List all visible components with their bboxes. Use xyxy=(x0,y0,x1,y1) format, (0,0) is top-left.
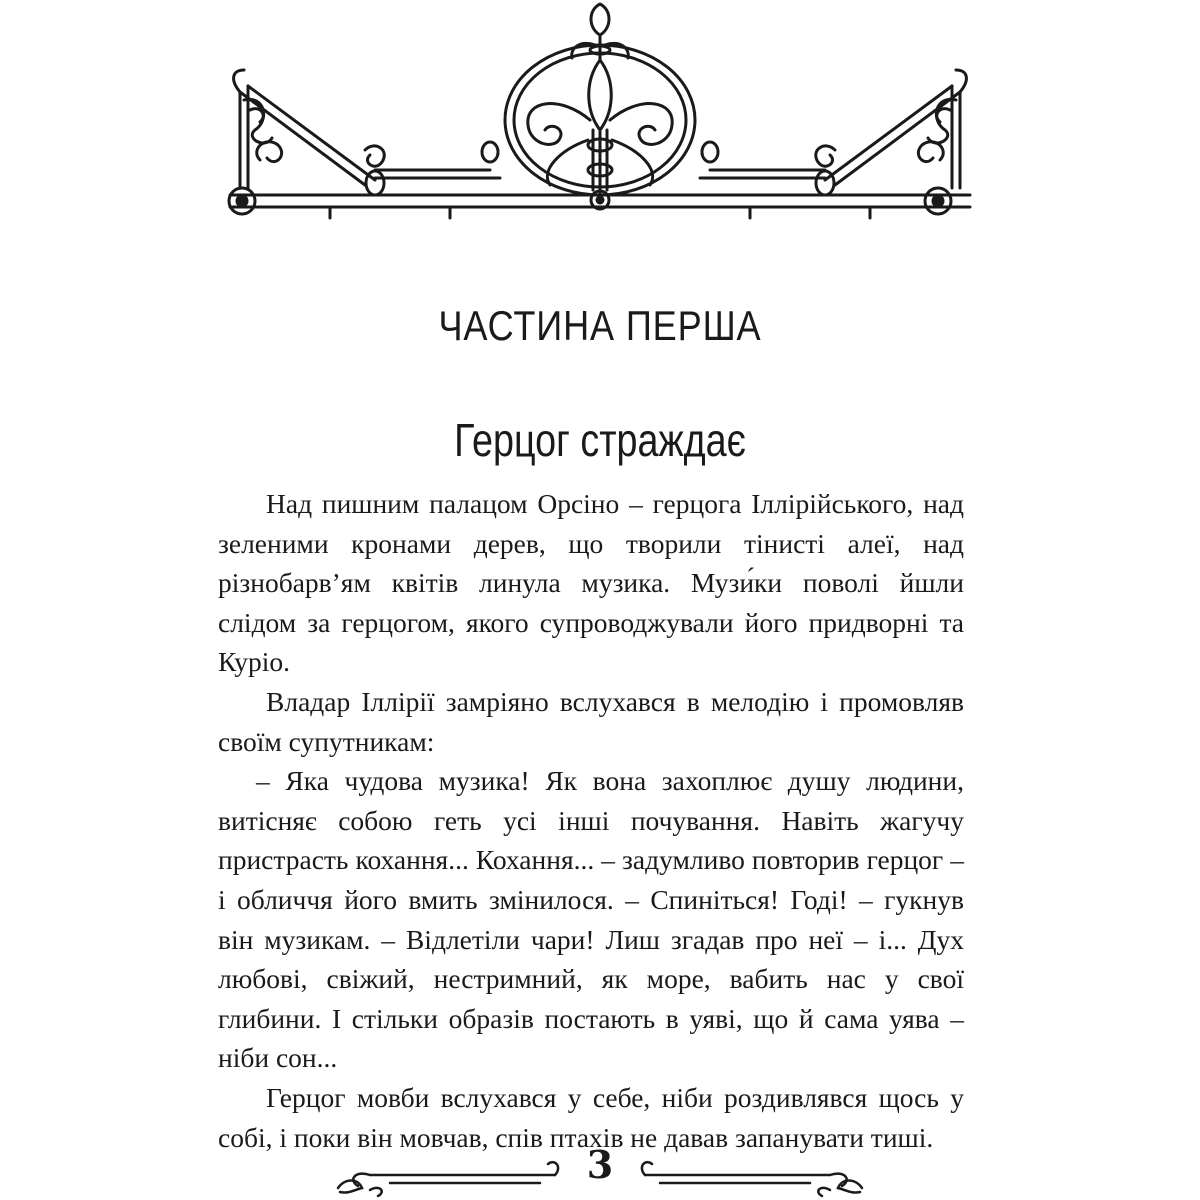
paragraph: Владар Іллірії замріяно вслухався в мелодію і промовляв своїм супутникам: xyxy=(218,685,964,757)
part-title: ЧАСТИНА ПЕРША xyxy=(438,302,762,349)
body-text xyxy=(218,484,964,1157)
scroll-flourish-left-icon xyxy=(330,1150,560,1200)
paragraph: Над пишним палацом Орсіно – герцога Іллірійського, над зеленими кронами дерев, що творили тінисті алеї, над різнобарв’ям квітів линула музика. Музи́ки поволі йшли слідом за герцогом, якого супроводжували його придворні та Куріо. xyxy=(218,488,964,678)
paragraph: – Яка чудова музика! Як вона захоплює душу людини, витісняє собою геть усі інші почування. Навіть жагучу пристрасть кохання... Кохання... – задумливо повторив герцог – і обличчя його вмить змінилося. – Спиніться! Годі! – гукнув він музикам. – Відлетіли чари! Лиш згадав про неї – і... Дух любові, свіжий, нестримний, як море, вабить нас у свої глибини. І стільки образів постають в уяві, що й сама уява – ніби сон... xyxy=(218,765,964,1074)
wrought-iron-ornament-icon xyxy=(210,0,990,235)
scroll-flourish-right-icon xyxy=(640,1150,870,1200)
paragraph: Герцог мовби вслухався у себе, ніби роздивлявся щось у собі, і поки він мовчав, спів птахів не давав запанувати тиші. xyxy=(218,1081,964,1153)
chapter-title: Герцог страждає xyxy=(454,414,746,466)
page-number: 3 xyxy=(586,1142,614,1187)
